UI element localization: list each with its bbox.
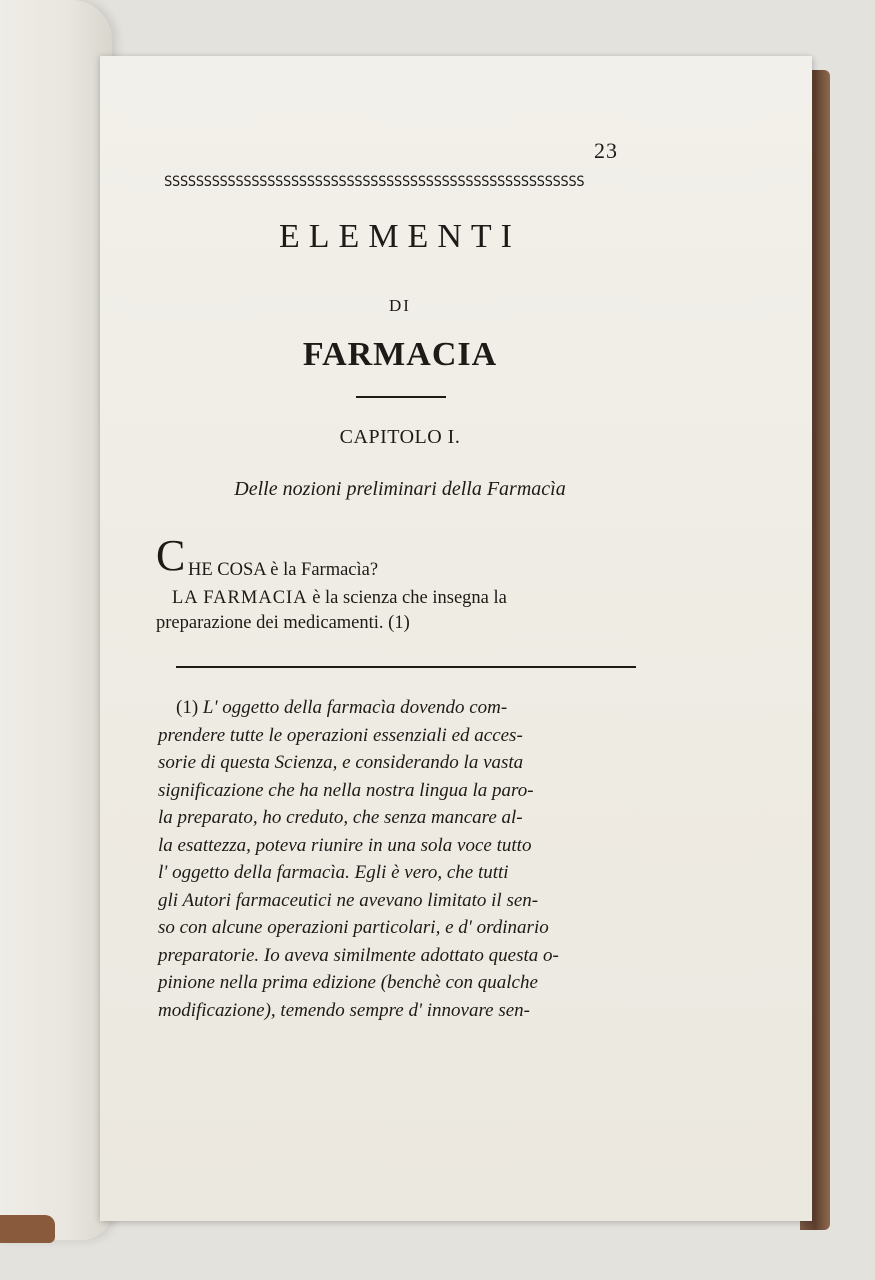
footnote-line: l' oggetto della farmacìa. Egli è vero, che tutti [158,862,509,883]
chapter-subtitle: Delle nozioni preliminari della Farmacìa [234,478,566,500]
title-farmacia: FARMACIA [302,336,498,373]
footnote-line: pinione nella prima edizione (benchè con qualche [158,972,538,993]
book-page [100,56,812,1221]
left-facing-page [0,0,112,1240]
footnote-line: la preparato, ho creduto, che senza mancare al- [158,807,523,828]
left-cover-edge [0,1215,55,1243]
footnote [158,694,668,1024]
footnote-rule [176,666,636,668]
drop-cap: C [156,531,186,580]
question-text: HE COSA è la Farmacìa? [188,560,379,580]
main-text [156,531,656,636]
answer-line1-rest: è la scienza che insegna la [307,588,507,608]
footnote-line: significazione che ha nella nostra lingua la paro- [158,779,534,801]
greek-key-ornament: SSSSSSSSSSSSSSSSSSSSSSSSSSSSSSSSSSSSSSSSSSSSSSSSSSSSS [164,174,585,190]
footnote-line: so con alcune operazioni particolari, e d' ordinario [158,917,549,938]
title-di: DI [389,296,411,315]
answer-line-2: preparazione dei medicamenti. (1) [156,613,410,633]
footnote-line: prendere tutte le operazioni essenziali ed acces- [158,724,523,746]
title-elementi: ELEMENTI [279,218,521,255]
question-line [156,531,656,586]
footnote-line-text: L' oggetto della farmacìa dovendo com- [198,697,508,718]
answer-line-1 [156,586,656,611]
footnote-line: la esattezza, poteva riunire in una sola voce tutto [158,834,532,856]
title-rule [356,396,446,398]
footnote-line: gli Autori farmaceutici ne avevano limitato il sen- [158,889,539,911]
footnote-line: preparatorie. Io aveva similmente adottato questa o- [158,944,559,966]
footnote-line: sorie di questa Scienza, e considerando la vasta [158,752,524,773]
answer-lead: LA FARMACIA [172,588,308,608]
page-number: 23 [594,138,618,163]
chapter-heading: CAPITOLO I. [339,426,461,448]
footnote-line: modificazione), temendo sempre d' innovare sen- [158,999,531,1021]
footnote-marker: (1) [176,697,199,718]
footnote-line [158,694,668,722]
